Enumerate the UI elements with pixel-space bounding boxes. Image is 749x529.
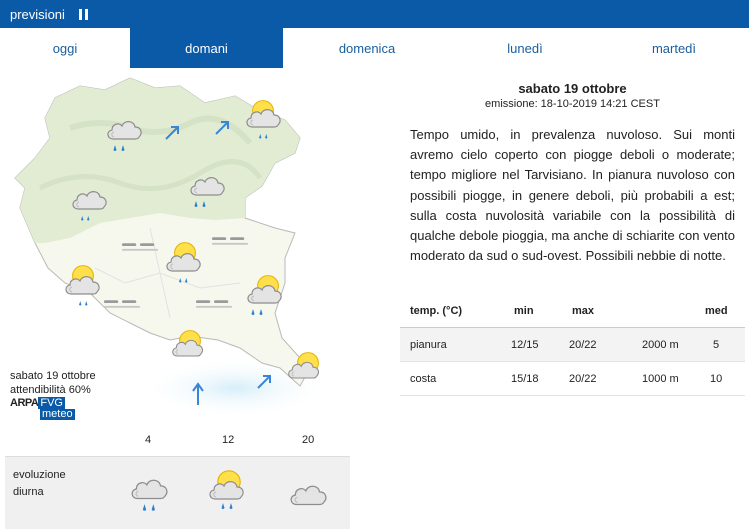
day-tabs: [0, 28, 749, 68]
section-title: previsioni: [10, 6, 65, 22]
cloud-icon: [286, 477, 332, 511]
tab-domani[interactable]: domani: [130, 28, 283, 68]
evolution-label: evoluzione diurna: [13, 469, 66, 498]
header-min: min: [514, 305, 534, 317]
evolution-row: [5, 456, 350, 529]
table-row: [400, 362, 745, 396]
hour-label: 4: [145, 434, 152, 446]
table-row: [400, 328, 745, 362]
temperature-table: [400, 296, 745, 396]
emission-time: emissione: 18-10-2019 14:21 CEST: [485, 98, 660, 110]
table-header: [400, 296, 745, 328]
row-med: 10: [710, 373, 723, 385]
forecast-map: [0, 68, 350, 430]
forecast-date: sabato 19 ottobre: [518, 81, 627, 96]
map-date: sabato 19 ottobre: [10, 370, 96, 382]
header-temp: temp. (°C): [410, 305, 463, 317]
arpa-fvg-logo: ARPA FVG meteo: [10, 397, 73, 420]
cloud-rain-icon: [127, 471, 173, 517]
hour-label: 20: [302, 434, 315, 446]
tab-martedi[interactable]: martedì: [651, 40, 697, 56]
map-caption: [10, 369, 96, 397]
forecast-description: Tempo umido, in prevalenza nuvoloso. Sui monti avremo cielo coperto con piogge deboli o moderate; tempo migliore nel Tarvisiano. In pianura nuvoloso con possibili piogge, in genere deboli, più probabili a est; sulla costa nuvolosità variabile con la possibilità di qualche debole pioggia, ma anche di schiarite con vento moderato da sud o sud-ovest. Possibili nebbie di notte.: [410, 127, 735, 264]
header-max: max: [572, 305, 595, 317]
tab-oggi[interactable]: oggi: [52, 40, 78, 56]
evolution-hours: [0, 430, 350, 456]
tab-domenica[interactable]: domenica: [338, 40, 396, 56]
row-zone: costa: [410, 373, 437, 385]
row-min: 15/18: [511, 373, 539, 385]
hour-label: 12: [222, 434, 235, 446]
map-reliability: attendibilità 60%: [10, 384, 91, 396]
pause-icon[interactable]: [79, 9, 88, 20]
row-max: 20/22: [569, 373, 597, 385]
row-med: 5: [713, 339, 720, 351]
row-zone: pianura: [410, 339, 447, 351]
row-min: 12/15: [511, 339, 539, 351]
top-bar: [0, 0, 749, 28]
row-altitude: 2000 m: [642, 339, 679, 351]
row-max: 20/22: [569, 339, 597, 351]
row-altitude: 1000 m: [642, 373, 679, 385]
sun-cloud-rain-icon: [205, 467, 251, 513]
tab-lunedi[interactable]: lunedì: [507, 40, 543, 56]
header-med: med: [705, 305, 728, 317]
